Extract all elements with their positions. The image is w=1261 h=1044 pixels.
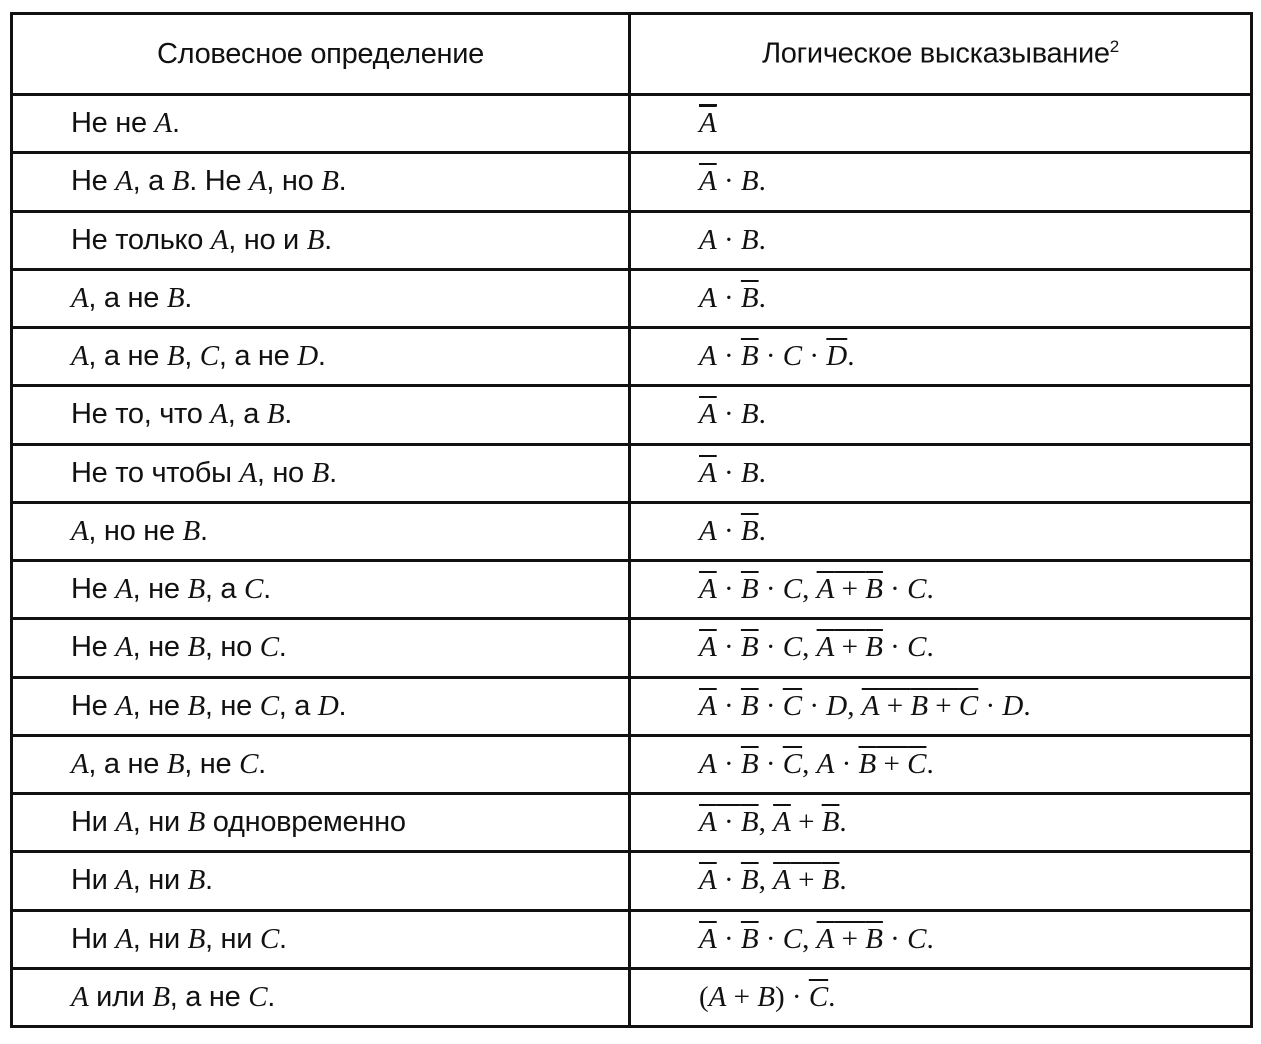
- definition-cell: Ни A, ни B одновременно: [12, 794, 630, 852]
- definition-cell: Не то, что A, а B.: [12, 386, 630, 444]
- expression-cell: $A \cdot \overline{B} \cdot C \cdot \overline{D}$.: [630, 328, 1252, 386]
- expression-cell: A · B.: [630, 211, 1252, 269]
- definition-cell: Не только A, но и B.: [12, 211, 630, 269]
- definition-cell: A или B, а не C.: [12, 968, 630, 1026]
- table-row: [12, 677, 1252, 735]
- table-row: [12, 444, 1252, 502]
- expression-cell: $A \cdot \overline{B} \cdot \overline{C}$, A · B + C.: [630, 735, 1252, 793]
- expression-cell: $\overline{A} \cdot \overline{B}$, A + B.: [630, 852, 1252, 910]
- definition-cell: Не A, не B, не C, а D.: [12, 677, 630, 735]
- definition-cell: Ни A, ни B.: [12, 852, 630, 910]
- table-row: [12, 95, 1252, 153]
- expression-cell: $\overline{A} \cdot B$.: [630, 444, 1252, 502]
- logic-table-container: [10, 12, 1250, 1028]
- expression-cell: $\overline{A}$: [630, 95, 1252, 153]
- table-row: [12, 269, 1252, 327]
- expression-cell: $A \cdot \overline{B}$.: [630, 502, 1252, 560]
- table-body: [12, 95, 1252, 1027]
- table-row: [12, 852, 1252, 910]
- logic-table: [10, 12, 1253, 1028]
- definition-cell: Не не A.: [12, 95, 630, 153]
- definition-cell: A, а не B.: [12, 269, 630, 327]
- table-header-row: [12, 14, 1252, 95]
- table-row: [12, 619, 1252, 677]
- expression-cell: $A \cdot \overline{B}$.: [630, 269, 1252, 327]
- expression-cell: $\overline{A} \cdot B$.: [630, 153, 1252, 211]
- table-row: [12, 502, 1252, 560]
- expression-cell: $\overline{A} \cdot \overline{B} \cdot \overline{C} \cdot D$, A + B + C · D.: [630, 677, 1252, 735]
- definition-cell: Не то чтобы A, но B.: [12, 444, 630, 502]
- table-row: [12, 328, 1252, 386]
- header-expression: Логическое высказывание$^2$: [630, 14, 1252, 95]
- table-row: [12, 910, 1252, 968]
- expression-cell: $\overline{A} \cdot \overline{B} \cdot C$, A + B · C.: [630, 561, 1252, 619]
- expression-cell: $\overline{A} \cdot \overline{B} \cdot C$, A + B · C.: [630, 619, 1252, 677]
- definition-cell: A, а не B, C, а не D.: [12, 328, 630, 386]
- footnote-marker: 2: [1109, 37, 1119, 57]
- table-row: [12, 153, 1252, 211]
- definition-cell: Не A, не B, но C.: [12, 619, 630, 677]
- table-row: [12, 211, 1252, 269]
- table-row: [12, 968, 1252, 1026]
- table-row: [12, 794, 1252, 852]
- definition-cell: A, а не B, не C.: [12, 735, 630, 793]
- definition-cell: Не A, не B, а C.: [12, 561, 630, 619]
- table-row: [12, 561, 1252, 619]
- header-definition: Словесное определение: [12, 14, 630, 95]
- expression-cell: $\overline{A} \cdot B$.: [630, 386, 1252, 444]
- definition-cell: Не A, а B. Не A, но B.: [12, 153, 630, 211]
- table-row: [12, 386, 1252, 444]
- definition-cell: A, но не B.: [12, 502, 630, 560]
- expression-cell: $(A + B) \cdot \overline{C}$.: [630, 968, 1252, 1026]
- table-row: [12, 735, 1252, 793]
- definition-cell: Ни A, ни B, ни C.: [12, 910, 630, 968]
- expression-cell: $\overline{A} \cdot \overline{B} \cdot C$, A + B · C.: [630, 910, 1252, 968]
- expression-cell: A · B, $\overline{A} + \overline{B}$.: [630, 794, 1252, 852]
